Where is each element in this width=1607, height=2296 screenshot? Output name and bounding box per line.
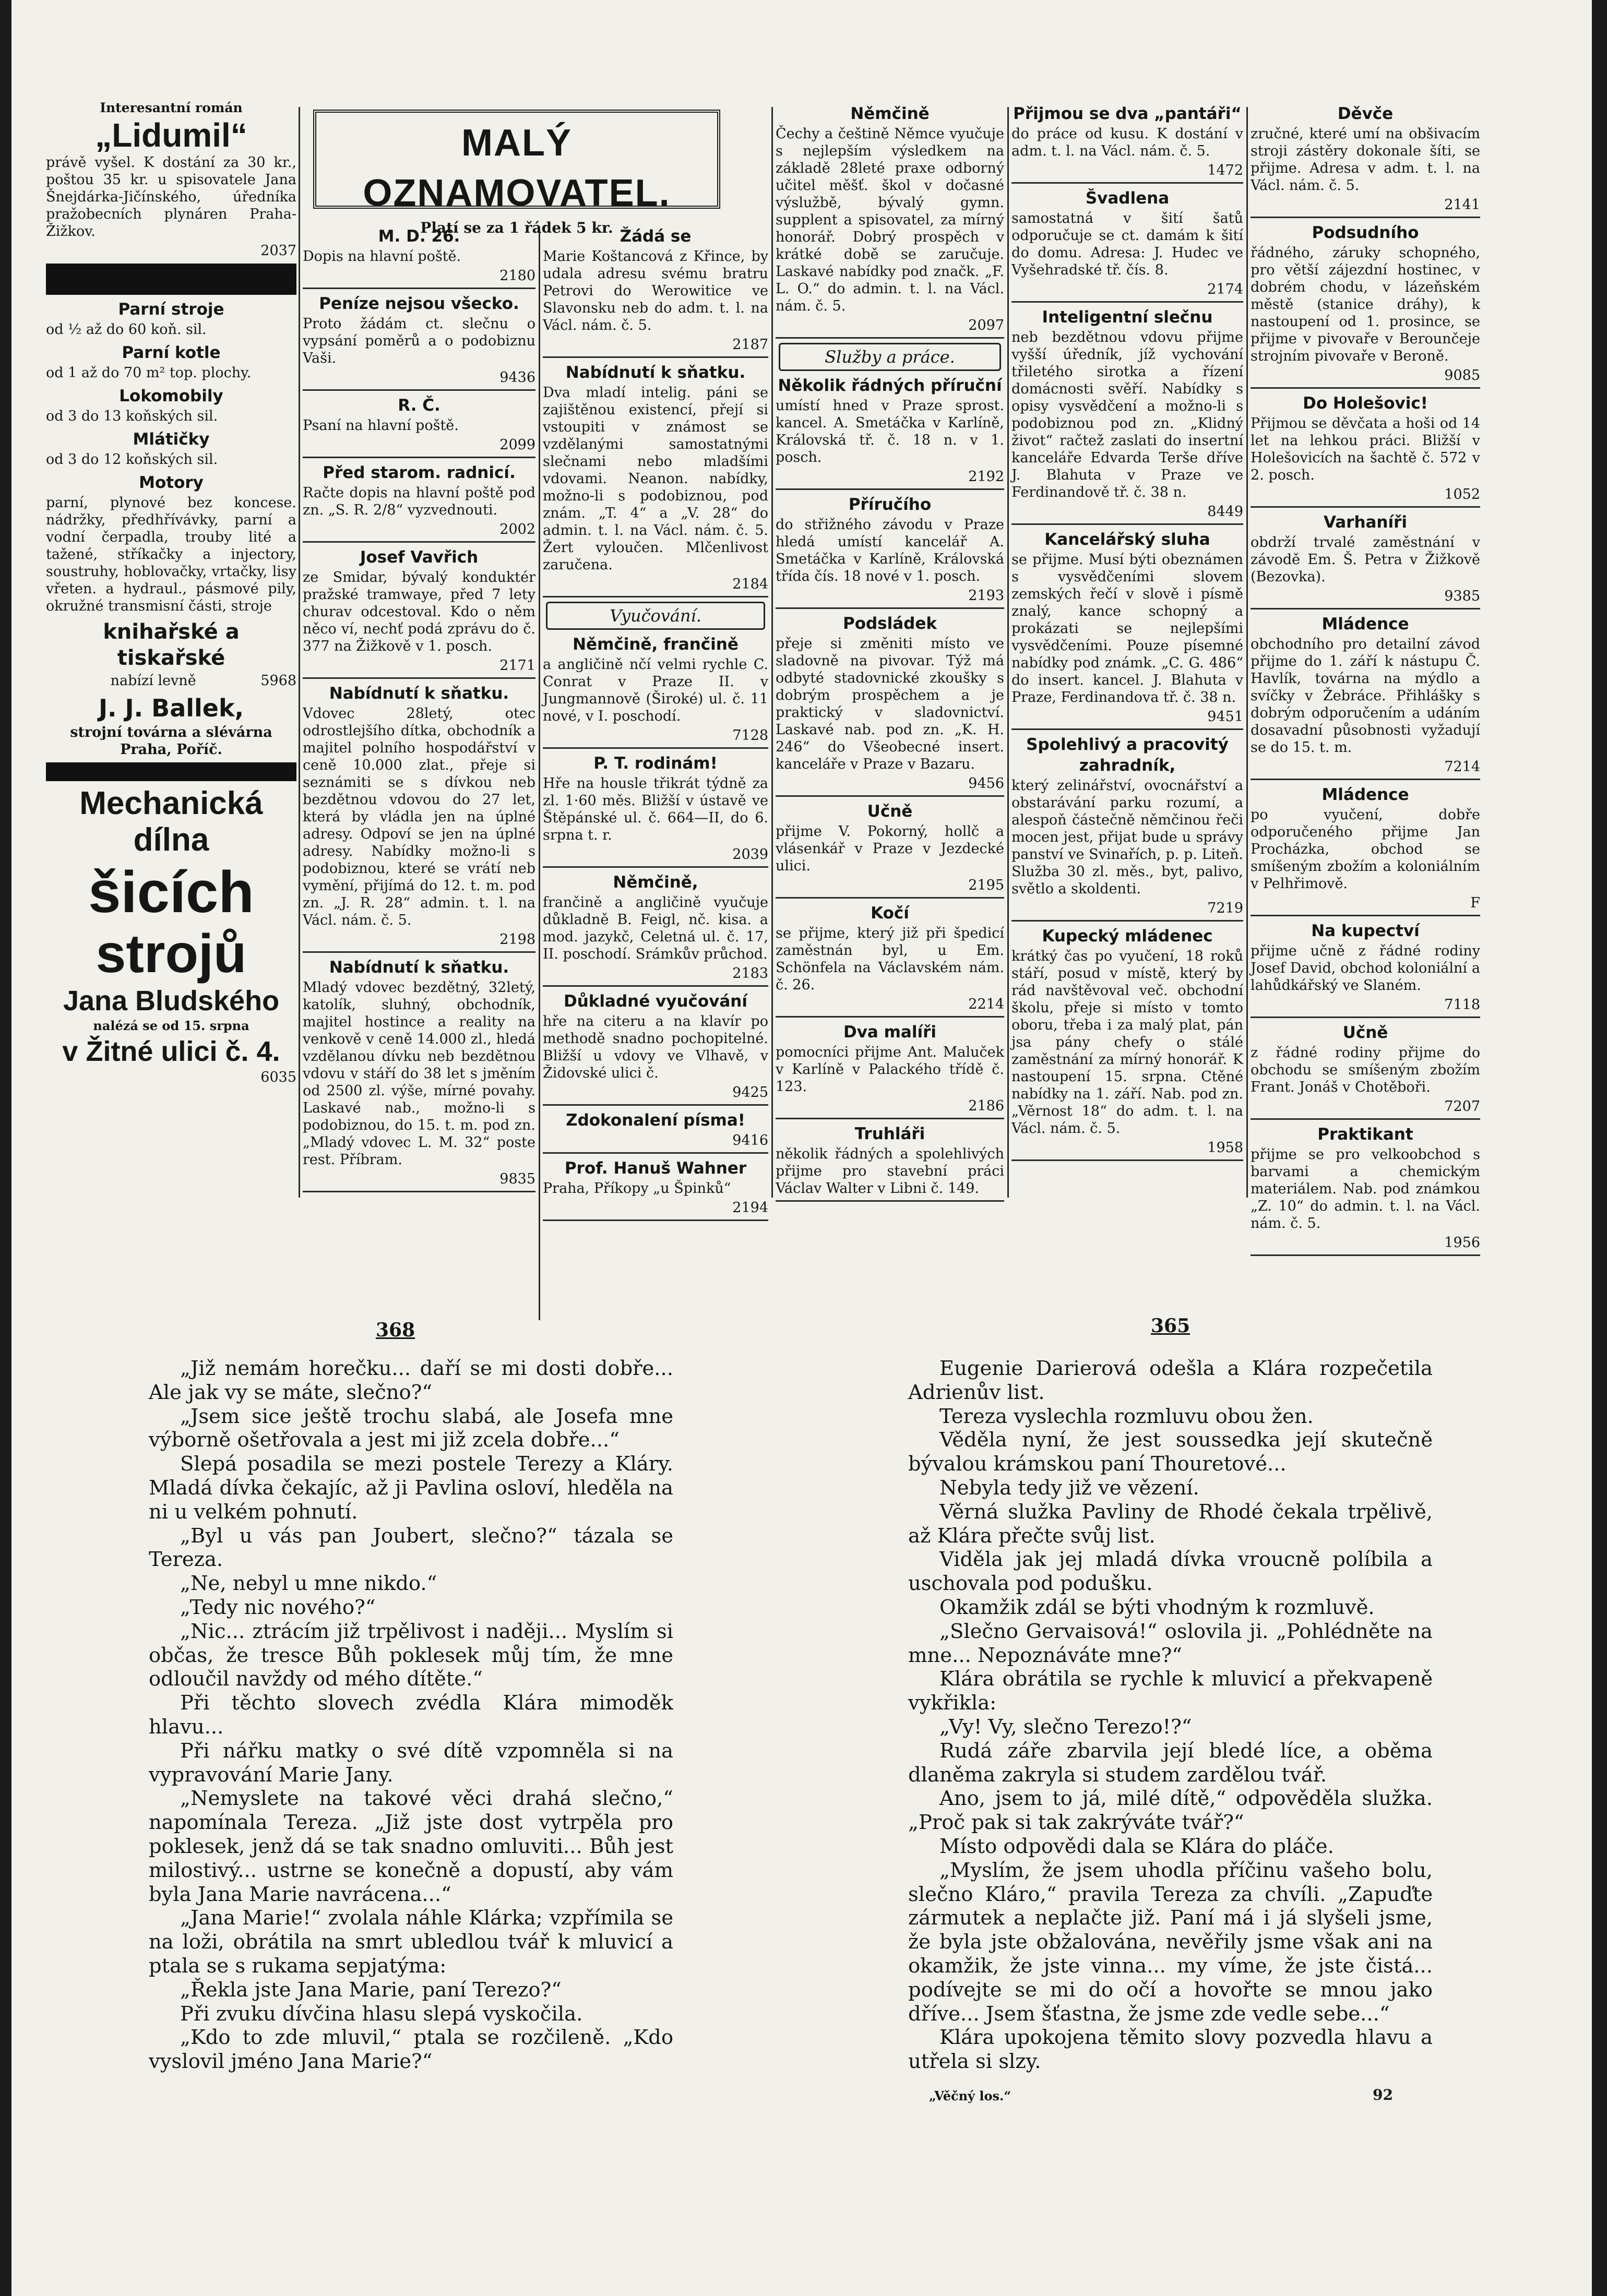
ad-number: 2002 xyxy=(499,521,535,537)
ad-title: Varhaníři xyxy=(1323,513,1408,532)
ad-title: Podsládek xyxy=(842,614,937,633)
ad-text: Čechy a češtině Němce vyučuje s nejlepším výsledkem na základě 28leté praxe odborný učitel měšť. škol v dočasné výslužbě, bývalý gymn. supplent a spisovatel, za mírný honorář. Dobrý prospěch v krátké době se zaručuje. Laskavé nabídky pod značk. „F. L. O.“ do admin. t. l. na Václ. nám. č. 5. xyxy=(776,126,1004,314)
ad-title: Kupecký mládenec xyxy=(1042,927,1213,946)
roman-number: 2037 xyxy=(260,243,296,259)
ad-number: 2180 xyxy=(499,268,535,284)
novel-column-left xyxy=(149,1357,673,2087)
ad-number: 2097 xyxy=(968,317,1004,333)
ad-rule xyxy=(1011,523,1243,525)
ad-text: do střižného závodu v Praze hledá umístí kancelář A. Smetáčka v Karlíně, Královská třída čís. 18 nové v 1. posch. xyxy=(776,517,1004,584)
ad-rule xyxy=(303,541,535,543)
novel-paragraph: Viděla jak jej mladá dívka vroucně políbila a uschovala pod podušku. xyxy=(908,1548,1433,1596)
ad-title: Lokomobily xyxy=(119,387,223,405)
ad-number: 1956 xyxy=(1444,1235,1480,1251)
ad-rule xyxy=(1011,182,1243,184)
ad-rule xyxy=(776,795,1004,797)
ad-text: do práce od kusu. K dostání v adm. t. l. na Václ. nám. č. 5. xyxy=(1011,126,1243,159)
ad-title: Mládence xyxy=(1322,785,1409,804)
ads-column-3 xyxy=(543,222,768,1216)
ad-text: přijme V. Pokorný, hollč a vlásenkář v Praze v Jezdecké ulici. xyxy=(776,823,1004,874)
ad-number: 7128 xyxy=(732,727,768,744)
ad-title: Prof. Hanuš Wahner xyxy=(564,1159,747,1178)
ad-text: Hře na housle třikrát týdně za zl. 1·60 měs. Bližší v ústavě ve Štěpánské ul. č. 664—II, do 6. srpna t. r. xyxy=(543,775,768,843)
ad-rule xyxy=(543,596,768,597)
scan-edge-left xyxy=(0,0,11,2296)
ad-text: Proto žádám ct. slečnu o vypsání poměrů a o podobiznu Vaši. xyxy=(303,316,535,366)
ad-text: Marie Koštancová z Křince, by udala adresu svému bratru Petrovi do Werowitice ve Slavonsku neb do adm. t. l. na Václ. nám. č. 5. xyxy=(543,248,768,333)
ad-title: Peníze nejsou všecko. xyxy=(319,294,519,313)
ad-number: 2171 xyxy=(499,657,535,674)
ad-rule xyxy=(1011,1159,1243,1161)
ad-text: umístí hned v Praze sprost. kancel. A. Smetáčka v Karlíně, Královská tř. č. 18 n. v 1. posch. xyxy=(776,398,1004,465)
ad-title: Učně xyxy=(867,802,913,821)
left-ads-list xyxy=(46,299,296,615)
ad-rule xyxy=(776,337,1004,339)
ad-title: Nabídnutí k sňatku. xyxy=(329,684,509,703)
novel-column-right xyxy=(908,1357,1433,2087)
novel-paragraph: Věděla nyní, že jest soussedka její skutečně bývalou krámskou paní Thouretové... xyxy=(908,1428,1433,1476)
ad-text: Račte dopis na hlavní poště pod zn. „S. R. 2/8“ vyzvednouti. xyxy=(303,485,535,518)
novel-footer: „Věčný los.“ xyxy=(929,2088,1011,2103)
ad-rule xyxy=(1251,915,1480,916)
ad-title: Kočí xyxy=(871,904,909,923)
ad-title: Josef Vavřich xyxy=(360,548,479,567)
ad-rule xyxy=(1251,608,1480,609)
ad-rule xyxy=(543,1219,768,1221)
novel-paragraph: Místo odpovědi dala se Klára do pláče. xyxy=(939,1834,1334,1858)
ad-rule xyxy=(1011,728,1243,730)
ad-number: 1472 xyxy=(1207,162,1243,178)
column-rule xyxy=(539,230,540,1320)
ads-column-5 xyxy=(1011,99,1243,1205)
ad-rule xyxy=(776,1200,1004,1202)
ad-title: Do Holešovic! xyxy=(1303,394,1428,413)
ad-text: od ½ až do 60 koň. sil. xyxy=(46,321,207,338)
ad-title: Kancelářský sluha xyxy=(1044,530,1210,549)
ad-rule xyxy=(1251,1118,1480,1120)
big-ad-line3: strojů xyxy=(96,924,247,984)
ad-number: 9085 xyxy=(1444,367,1480,384)
ad-number: 2039 xyxy=(732,846,768,863)
ads-column-2 xyxy=(303,222,535,1205)
ad-title: Praktikant xyxy=(1317,1125,1413,1144)
ad-number: F xyxy=(1470,895,1480,911)
ad-text: obdrží trvalé zaměstnání v závodě Em. Š. Petra v Žižkově (Bezovka). xyxy=(1251,534,1480,585)
ad-rule xyxy=(543,1152,768,1154)
ad-rule xyxy=(776,1118,1004,1119)
black-rule xyxy=(46,264,296,295)
novel-paragraph: Tereza vyslechla rozmluvu obou žen. xyxy=(939,1404,1314,1428)
ad-rule xyxy=(1251,779,1480,780)
novel-paragraph: Při zvuku dívčina hlasu slepá vyskočila. xyxy=(180,2002,583,2026)
novel-paragraph: Ano, jsem to já, milé dítě,“ odpověděla služka. „Proč pak si tak zakrýváte tvář?“ xyxy=(908,1787,1433,1835)
novel-paragraph: „Již nemám horečku... daří se mi dosti dobře... Ale jak vy se máte, slečno?“ xyxy=(149,1357,673,1404)
ad-title: Parní stroje xyxy=(118,300,224,319)
ad-rule xyxy=(303,677,535,679)
ad-number: 2183 xyxy=(732,965,768,982)
knihar-text: nabízí levně xyxy=(110,673,196,689)
novel-paragraph: Nebyla tedy již ve vězení. xyxy=(939,1476,1199,1500)
novel-paragraph: Při těchto slovech zvédla Klára mimoděk hlavu... xyxy=(149,1691,673,1739)
ad-text: Dopis na hlavní poště. xyxy=(303,248,461,265)
ad-title: Přijmou se dva „pantáři“ xyxy=(1013,104,1242,123)
ad-rule xyxy=(776,488,1004,490)
ad-rule xyxy=(776,607,1004,609)
novel-paragraph: Eugenie Darierová odešla a Klára rozpečetila Adrienův list. xyxy=(908,1357,1433,1404)
ad-number: 2141 xyxy=(1444,197,1480,213)
ad-title: Učně xyxy=(1342,1023,1388,1042)
ad-text: přeje si změniti místo ve sladovně na pivovar. Týž má odbyté stadovnické zkoušky s dobrým prospěchem a je praktický v sladovnictví. Laskavé nab. pod zn. „K. H. 246“ do Všeobecné insert. kanceláře v Praze v Bazaru. xyxy=(776,636,1004,772)
masthead-title: MALÝ OZNAMOVATEL. xyxy=(363,122,671,214)
ad-text: po vyučení, dobře odporučeného přijme Jan Procházka, obchod se smíšeným zbožím a koloniálním v Pelhřimově. xyxy=(1251,807,1480,892)
ad-number: 2187 xyxy=(732,337,768,353)
ad-number: 9835 xyxy=(499,1171,535,1187)
novel-paragraph: „Tedy nic nového?“ xyxy=(180,1595,376,1619)
ad-title: Na kupectví xyxy=(1311,922,1420,940)
novel-paragraph: „Ne, nebyl u mne nikdo.“ xyxy=(180,1572,437,1596)
ad-text: obchodního pro detailní závod přijme do 1. září k nástupu Č. Havlík, továrna na mýdlo a svíčky v Žebráce. Přihlášky s dobrým odporučením a udáním dosavadní působnosti vyžadují se do 15. t. m. xyxy=(1251,636,1480,756)
column-rule xyxy=(771,107,773,1198)
novel-paragraph: Rudá záře zbarvila její bledé líce, a oběma dlaněma zakryla si studem zardělou tvář. xyxy=(908,1739,1433,1787)
novel-paragraph: Klára upokojena těmito slovy pozvedla hlavu a utřela si slzy. xyxy=(908,2026,1433,2074)
ad-text: parní, plynové bez koncese. nádržky, předhřívávky, parní a vodní čerpadla, trouby lité a tažené, stříkačky a injectory, soustruhy, hoblovačky, vrtačky, lisy vřeten. a hydraul., pásmové pily, okružné transmisní části, stroje xyxy=(46,495,296,614)
ad-text: řádného, záruky schopného, pro větší zájezdní hostinec, v dobrém chodu, v lázeňském městě (stanice dráhy), k nastoupení od 1. prosince, se přijme v pivovaře v Berounčeje strojním pivovaře v Beroně. xyxy=(1251,245,1480,364)
ad-title: R. Č. xyxy=(398,396,441,415)
column-rule xyxy=(299,107,300,1198)
ad-rule xyxy=(1251,1254,1480,1256)
column-rule xyxy=(1007,107,1009,1198)
ad-title: Mlátičky xyxy=(133,430,210,449)
novel-paragraph: Klára obrátila se rychle k mluvicí a překvapeně vykřikla: xyxy=(908,1667,1433,1715)
ad-number: 8449 xyxy=(1207,504,1243,520)
ad-text: se přijme. Musí býti obeznámen s vysvědčeními slovem zemských řečí v slově i písmě znalý, kance schopný a prokázati se nejlepšími vysvědčeními. Pouze písemné nabídky pod známk. „C. G. 486“ do insert. kancel. J. Blahuta v Praze, Ferdinandova tř. č. 38 n. xyxy=(1011,552,1243,705)
ad-rule xyxy=(776,1016,1004,1018)
ad-number: 2192 xyxy=(968,469,1004,485)
ad-rule xyxy=(1251,387,1480,389)
novel-paragraph: Při nářku matky o své dítě vzpomněla si na vypravování Marie Jany. xyxy=(149,1739,673,1787)
ad-rule xyxy=(1011,301,1243,303)
black-rule xyxy=(46,762,296,781)
ad-number: 2099 xyxy=(499,437,535,453)
knihar-number: 5968 xyxy=(260,673,296,689)
novel-paragraph: „Jana Marie!“ zvolala náhle Klárka; vzpřímila se na loži, obrátila na smrt ubledlou tvář k mluvicí a ptala se s rukama sepjatýma: xyxy=(149,1906,673,1978)
ad-text: krátký čas po vyučení, 18 roků stáří, posud v místě, který by rád navštěvoval več. obchodní školu, přeje si místo v tomto oboru, třeba i za malý plat, pán jsa pány chefy o stálé zaměstnání za mírný honorář. K nastoupení 15. srpna. Ctěné nabídky na 1. září. Nab. pod zn. „Věrnost 18“ do adm. t. l. na Václ. nám. č. 5. xyxy=(1011,948,1243,1137)
ad-rule xyxy=(1251,217,1480,218)
ad-text: který zelinářství, ovocnářství a obstarávání parku rozumí, a alespoň částečně němčinou řeči mocen jest, přijat bude u správy panství ve Svinařích, p. p. Liteň. Služba 30 zl. měs., byt, palivo, světlo a skoldenti. xyxy=(1011,778,1243,897)
roman-text: právě vyšel. K dostání za 30 kr., poštou 35 kr. u spisovatele Jana Šnejdárka-Jičínského, úředníka pražobecních plynáren Praha-Žižkov. xyxy=(46,154,296,240)
ad-title: Truhláři xyxy=(854,1125,925,1143)
ad-text: Psaní na hlavní poště. xyxy=(303,417,459,434)
ad-number: 9385 xyxy=(1444,588,1480,604)
ad-text: hře na citeru a na klavír po methodě snadno pochopitelné. Bližší u vdovy ve Vlhavě, v Židovské ulici č. xyxy=(543,1013,768,1081)
ad-text: zručné, které umí na obšivacím stroji zástěry dokonale šíti, se přijme. Adresa v adm. t. l. na Václ. nám. č. 5. xyxy=(1251,126,1480,194)
page-number-right: 365 xyxy=(1151,1315,1191,1337)
ad-title: Motory xyxy=(139,473,204,492)
ad-rule xyxy=(303,389,535,391)
ad-number: 9425 xyxy=(732,1084,768,1101)
ad-title: Nabídnutí k sňatku. xyxy=(329,958,509,977)
ad-title: Mládence xyxy=(1322,615,1409,633)
ad-text: neb bezdětnou vdovu přijme vyšší úředník, jíž vychování třiletého sirotka a řízení domácnosti svěří. Nabídky s opisy vysvědčení a možno-li s podobiznou pod zn. „Klidný život“ račtež zaslati do insertní kanceláře Edvarda Terše dříve J. Blahuta v Praze ve Ferdinandově tř. č. 38 n. xyxy=(1011,329,1243,500)
ad-number: 7207 xyxy=(1444,1098,1480,1115)
novel-paragraph: „Byl u vás pan Joubert, slečno?“ tázala se Tereza. xyxy=(149,1524,673,1572)
ad-number: 2195 xyxy=(968,877,1004,893)
ad-rule xyxy=(303,1191,535,1192)
ad-number: 2198 xyxy=(499,931,535,948)
ad-number: 2186 xyxy=(968,1098,1004,1114)
ad-number: 7214 xyxy=(1444,759,1480,775)
sheet-number: 92 xyxy=(1373,2086,1393,2103)
ad-rule xyxy=(543,356,768,358)
left-ads-column xyxy=(46,99,296,1205)
ad-rule xyxy=(543,747,768,749)
ad-number: 7219 xyxy=(1207,900,1243,916)
novel-paragraph: „Slečno Gervaisová!“ oslovila ji. „Pohlédněte na mne... Nepoznáváte mne?“ xyxy=(908,1619,1433,1667)
ad-title: M. D. 26. xyxy=(378,227,460,246)
knihar-title: knihařské a tiskařské xyxy=(103,620,240,670)
ad-title: Dva malíři xyxy=(843,1023,937,1042)
ad-title: Před starom. radnicí. xyxy=(323,463,516,482)
firm-text: strojní továrna a slévárna Praha, Poříč. xyxy=(70,724,272,758)
ad-text: přijme učně z řádné rodiny Josef David, obchod koloniální a lahůdkářský ve Slaném. xyxy=(1251,943,1480,994)
ad-title: P. T. rodinám! xyxy=(593,754,718,773)
ads-column-4 xyxy=(776,99,1004,1205)
ad-rule xyxy=(1011,920,1243,922)
ad-title: Němčině, xyxy=(613,873,698,892)
ad-text: od 3 do 13 koňských sil. xyxy=(46,408,218,424)
ad-rule xyxy=(1251,506,1480,508)
ad-title: Podsudního xyxy=(1312,223,1419,242)
ad-text: Praha, Příkopy „u Špinků“ xyxy=(543,1180,731,1197)
ad-rule xyxy=(543,985,768,987)
ad-rule xyxy=(543,866,768,868)
section-heading: Služby a práce. xyxy=(779,343,1001,371)
scan-edge-right xyxy=(1592,0,1607,2296)
ad-title: Příručího xyxy=(848,495,932,514)
ad-title: Spolehlivý a pracovitý zahradník, xyxy=(1026,735,1229,775)
ad-rule xyxy=(303,288,535,289)
ad-text: od 3 do 12 koňských sil. xyxy=(46,451,218,468)
ad-text: a angličině nčí velmi rychle C. Conrat v Praze II. v Jungmannově (Široké) ul. č. 11 nové, v I. poschodí. xyxy=(543,656,768,724)
novel-paragraph: „Nic... ztrácím již trpělivost i naději... Myslím si občas, že tresce Bůh poklesek můj tím, že mne odloučil navždy od mého dítěte.“ xyxy=(149,1619,673,1691)
ad-number: 2214 xyxy=(968,996,1004,1012)
ad-number: 2194 xyxy=(732,1200,768,1216)
ad-number: 7118 xyxy=(1444,997,1480,1013)
novel-paragraph: Okamžik zdál se býti vhodným k rozmluvě. xyxy=(939,1595,1375,1619)
ad-text: několik řádných a spolehlivých přijme pro stavební práci Václav Walter v Libni č. 149. xyxy=(776,1146,1004,1197)
novel-paragraph: Slepá posadila se mezi postele Terezy a Kláry. Mladá dívka čekajíc, až ji Pavlina osloví, hleděla na ni u velkém pohnutí. xyxy=(149,1452,673,1524)
big-ad-line1: Mechanická dílna xyxy=(79,785,263,858)
novel-paragraph: „Vy! Vy, slečno Terezo!?“ xyxy=(939,1715,1192,1739)
ad-text: přijme se pro velkoobchod s barvami a chemickým materiálem. Nab. pod známkou „Z. 10“ do admin. t. l. na Václ. nám. č. 5. xyxy=(1251,1146,1480,1231)
ad-number: 2174 xyxy=(1207,281,1243,297)
column-rule xyxy=(1246,107,1248,1198)
ad-text: se přijme, který již při špedicí zaměstnán byl, u Em. Schönfela na Václavském nám. č. 26. xyxy=(776,925,1004,993)
big-ad-number: 6035 xyxy=(260,1069,296,1085)
ad-number: 1958 xyxy=(1207,1140,1243,1156)
novel-paragraph: „Řekla jste Jana Marie, paní Terezo?“ xyxy=(180,1978,562,2002)
ad-number: 9451 xyxy=(1207,709,1243,725)
roman-title: „Lidumil“ xyxy=(95,116,247,154)
ad-rule xyxy=(1251,1017,1480,1018)
ad-title: Nabídnutí k sňatku. xyxy=(565,363,746,382)
big-ad-line4: Jana Bludského xyxy=(63,985,280,1017)
ad-number: 1052 xyxy=(1444,486,1480,503)
ad-title: Němčině, frančině xyxy=(573,635,739,654)
ad-text: samostatná v šití šatů odporučuje se ct. damám k šití do domu. Adresa: J. Hudec ve Vyšehradské tř. čís. 8. xyxy=(1011,210,1243,278)
masthead-subtitle: Platí se za 1 řádek 5 kr. xyxy=(420,219,613,236)
masthead-box xyxy=(313,110,720,236)
big-ad-line6: v Žitné ulici č. 4. xyxy=(62,1036,280,1067)
novel-paragraph: „Nemyslete na takové věci drahá slečno,“ napomínala Tereza. „Již jste dost vytrpěla pro poklesek, jenž dá se tak snadno omluviti... Bůh jest milostivý... ustrne se konečně a dopustí, aby vám byla Jana Marie navrácena...“ xyxy=(149,1787,673,1906)
ad-rule xyxy=(303,951,535,953)
ad-text: Vdovec 28letý, otec odrostlejšího dítka, obchodník a majitel polního hospodářství v ceně 10.000 zlat., přeje si seznámiti se s dívkou neb bezdětnou vdovou do 27 let, která by vládla jen na úplné adresy. Odpoví se jen na úplné adresy. Nabídky možno-li s podobiznou, které se vrátí neb vymění, přijímá do 12. t. m. pod zn. „J. R. 28“ admin. t. l. na Václ. nám. č. 5. xyxy=(303,705,535,928)
ad-title: Švadlena xyxy=(1085,189,1170,208)
ad-text: ze Smidar, bývalý konduktér pražské tramwaye, před 7 lety churav odcestoval. Kdo o něm něco ví, nechť podá zprávu do č. 377 na Žižkově v 1. posch. xyxy=(303,569,535,654)
firm-name: J. J. Ballek, xyxy=(98,694,244,722)
ad-title: Zdokonalení písma! xyxy=(566,1111,745,1130)
roman-intro: Interesantní román xyxy=(100,100,243,115)
ad-text: z řádné rodiny přijme do obchodu se smíšeným zbožím Frant. Jonáš v Chotěboři. xyxy=(1251,1045,1480,1095)
big-ad-line5: nalézá se od 15. srpna xyxy=(93,1018,249,1033)
ad-rule xyxy=(303,457,535,458)
novel-paragraph: „Kdo to zde mluvil,“ ptala se rozčileně. „Kdo vyslovil jméno Jana Marie?“ xyxy=(149,2026,673,2074)
ad-rule xyxy=(776,897,1004,899)
ad-title: Parní kotle xyxy=(122,343,221,362)
ad-number: 2184 xyxy=(732,576,768,592)
novel-paragraph: „Jsem sice ještě trochu slabá, ale Josefa mne výborně ošetřovala a jest mi již zcela dobře...“ xyxy=(149,1404,673,1452)
ad-title: Důkladné vyučování xyxy=(563,992,748,1011)
ad-rule xyxy=(543,1104,768,1106)
novel-paragraph: Věrná služka Pavliny de Rhodé čekala trpělivě, až Klára přečte svůj list. xyxy=(908,1500,1433,1548)
ad-number: 9436 xyxy=(499,369,535,386)
ad-number: 2193 xyxy=(968,588,1004,604)
ad-text: Mladý vdovec bezdětný, 32letý, katolík, sluhný, obchodník, majitel hostince a reality na venkově v ceně 14.000 zl., hledá vzdělanou dívku neb bezdětnou vdovu v stáří do 38 let s jměním od 2500 zl. výše, mírné povahy. Laskavé nab., možno-li s podobiznou, do 15. t. m. pod zn. „Mladý vdovec L. M. 32“ poste rest. Příbram. xyxy=(303,979,535,1168)
ad-title: Inteligentní slečnu xyxy=(1042,308,1213,327)
section-heading: Vyučování. xyxy=(546,602,765,630)
ad-title: Několik řádných příruční xyxy=(778,376,1002,395)
ad-text: Přijmou se děvčata a hoši od 14 let na lehkou práci. Bližší v Holešovicích na šachtě č. 572 v 2. posch. xyxy=(1251,415,1480,483)
ad-text: frančině a angličině vyučuje důkladně B. Feigl, nč. kisa. a mod. jazykč, Celetná ul. č. 17, II. poschodí. Srámkův průchod. xyxy=(543,894,768,962)
ad-number: 9416 xyxy=(732,1132,768,1149)
ad-title: Němčině xyxy=(850,104,930,123)
ad-text: pomocníci přijme Ant. Maluček v Karlíně v Palackého třídě č. 123. xyxy=(776,1044,1004,1095)
novel-paragraph: „Myslím, že jsem uhodla příčinu vašeho bolu, slečno Kláro,“ pravila Tereza za chvíli. „Zapuďte zármutek a neplačte již. Paní má i já slyšeli jsme, že byla jste obžalována, nevěřily jsme však ani na okamžik, že jste vinna... my víme, že jste čistá... podívejte se mi do očí a hovořte se mnou jako dříve... Jsem šťastna, že jsme zde vedle sebe...“ xyxy=(908,1858,1433,2026)
ad-title: Žádá se xyxy=(620,227,692,246)
ad-title: Děvče xyxy=(1337,104,1394,123)
ad-text: Dva mladí intelig. páni se zajištěnou existencí, přejí si vstoupiti v známost se vzdělanými samostatnými slečnami nebo mladšími vdovami. Neanon. nabídky, možno-li s podobiznou, pod znám. „T. 4“ a „V. 28“ do admin. t. l. na Václ. nám. č. 5. Žert vyloučen. Mlčenlivost zaručena. xyxy=(543,385,768,573)
ad-number: 9456 xyxy=(968,775,1004,792)
big-ad-line2: šicích xyxy=(88,859,254,925)
ads-column-6 xyxy=(1251,99,1480,1251)
ad-text: od 1 až do 70 m² top. plochy. xyxy=(46,365,252,381)
page-number-left: 368 xyxy=(376,1319,415,1341)
